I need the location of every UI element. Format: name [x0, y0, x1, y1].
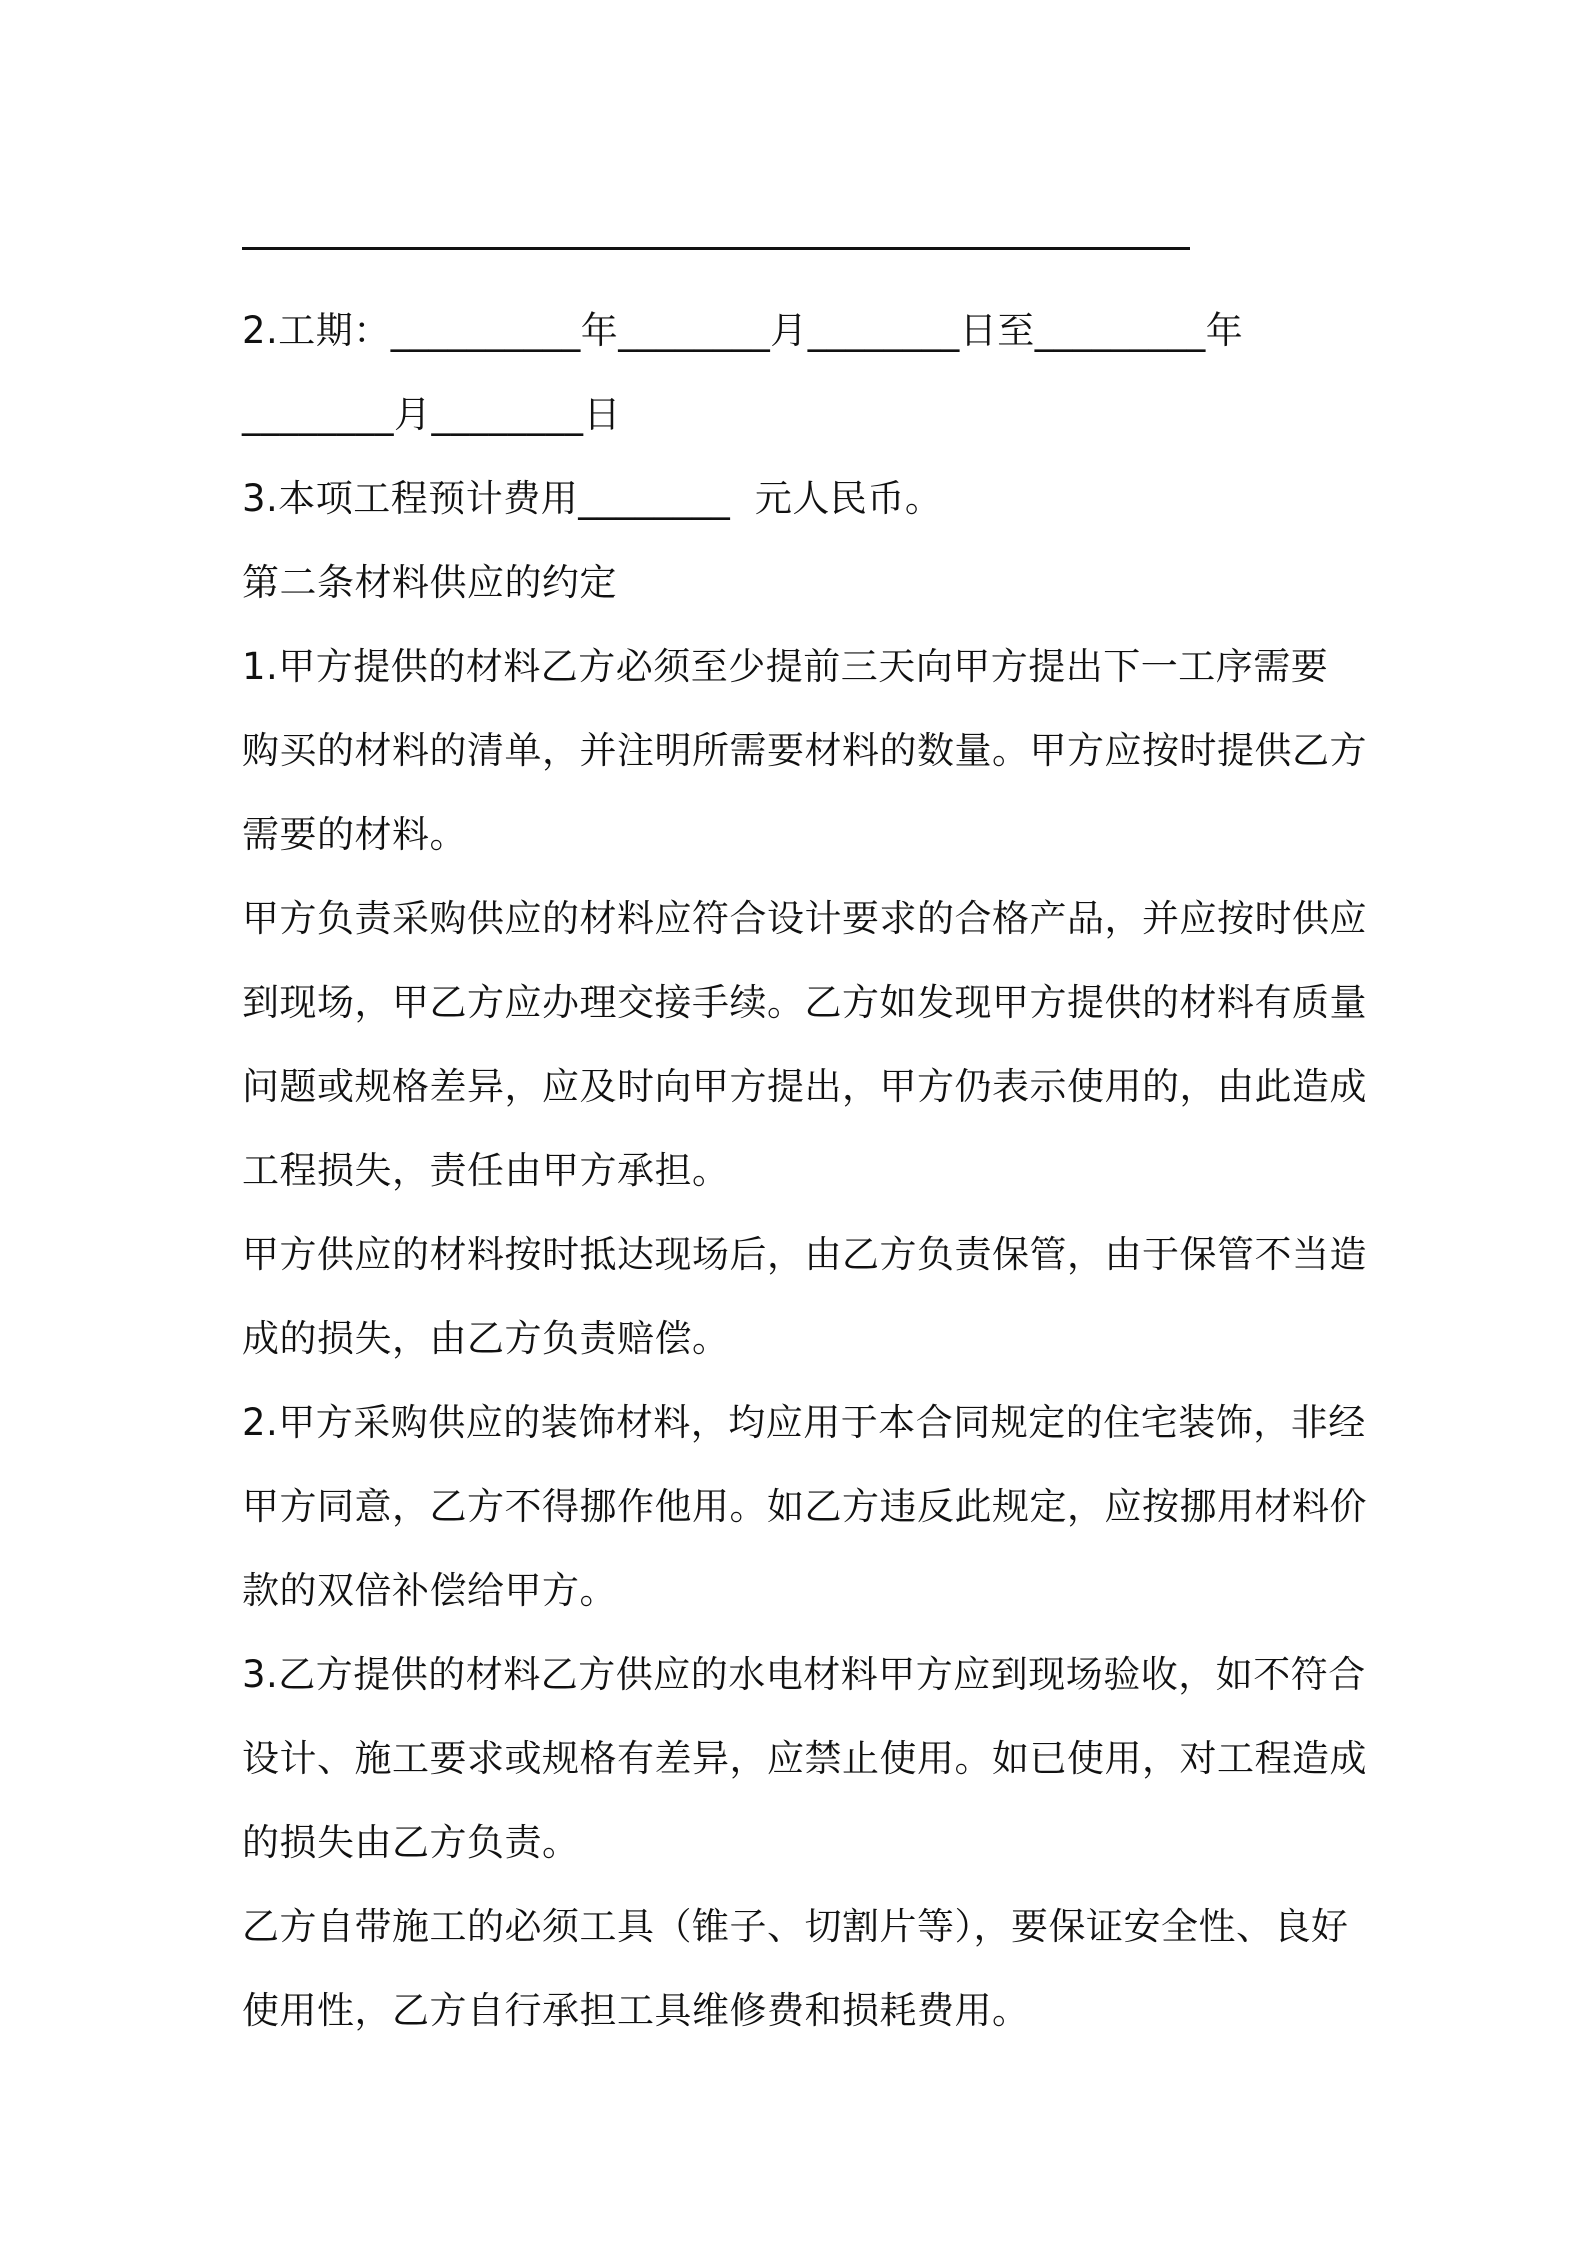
paragraph-line: 3.乙方提供的材料乙方供应的水电材料甲方应到现场验收，如不符合 — [242, 1653, 1366, 1696]
paragraph-line: 的损失由乙方负责。 — [242, 1821, 580, 1864]
paragraph-line: 问题或规格差异，应及时向甲方提出，甲方仍表示使用的，由此造成 — [242, 1065, 1367, 1108]
paragraph-line: 工程损失，责任由甲方承担。 — [242, 1149, 730, 1192]
paragraph-line: 乙方自带施工的必须工具（锥子、切割片等），要保证安全性、良好 — [242, 1905, 1349, 1948]
paragraph-line: 款的双倍补偿给甲方。 — [242, 1569, 617, 1612]
section-heading: 第二条材料供应的约定 — [242, 561, 617, 604]
paragraph-line: 2.甲方采购供应的装饰材料，均应用于本合同规定的住宅装饰，非经 — [242, 1401, 1366, 1444]
paragraph-line: 使用性，乙方自行承担工具维修费和损耗费用。 — [242, 1989, 1030, 2032]
paragraph-line: 到现场，甲乙方应办理交接手续。乙方如发现甲方提供的材料有质量 — [242, 981, 1367, 1024]
paragraph-line: 成的损失，由乙方负责赔偿。 — [242, 1317, 730, 1360]
paragraph-line: 甲方负责采购供应的材料应符合设计要求的合格产品，并应按时供应 — [242, 897, 1367, 940]
paragraph-line: 1.甲方提供的材料乙方必须至少提前三天向甲方提出下一工序需要 — [242, 645, 1329, 688]
paragraph-line: 甲方供应的材料按时抵达现场后，由乙方负责保管，由于保管不当造 — [242, 1233, 1367, 1276]
construction-period-line: 2.工期：__________年________月________日至_________年 — [242, 309, 1244, 352]
paragraph-line: 需要的材料。 — [242, 813, 467, 856]
document-body — [242, 205, 1367, 2053]
blank-rule — [242, 247, 1190, 250]
paragraph-line: 设计、施工要求或规格有差异，应禁止使用。如已使用，对工程造成 — [242, 1737, 1367, 1780]
paragraph-line: 甲方同意，乙方不得挪作他用。如乙方违反此规定，应按挪用材料价 — [242, 1485, 1367, 1528]
construction-period-end-line: ________月________日 — [242, 393, 621, 436]
paragraph-line: 购买的材料的清单，并注明所需要材料的数量。甲方应按时提供乙方 — [242, 729, 1367, 772]
estimated-cost-line: 3.本项工程预计费用________ 元人民币。 — [242, 477, 943, 520]
blank-rule-line — [242, 205, 1362, 289]
